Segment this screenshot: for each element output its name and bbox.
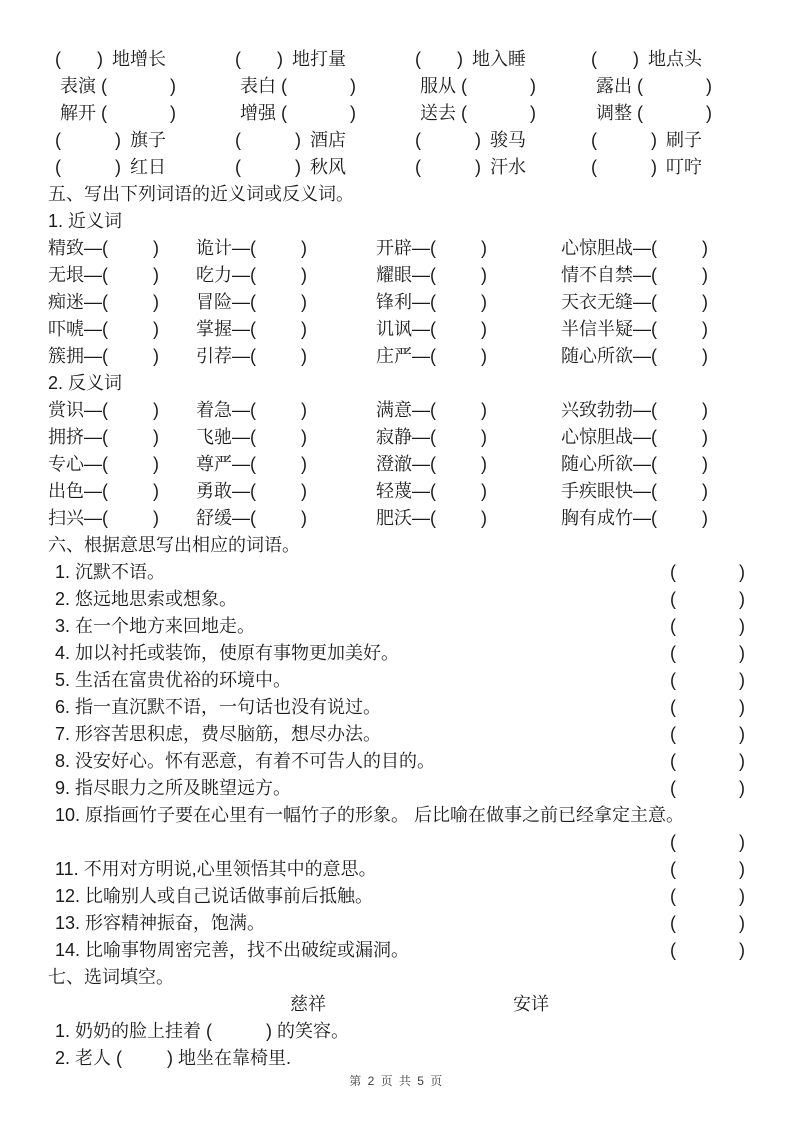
synonym-item: 冒险—( ): [196, 292, 307, 312]
synonym-item: 情不自禁—( ): [561, 265, 708, 285]
answer-blank: ( ): [670, 778, 745, 798]
fill-item: ( ) 刷子: [591, 130, 702, 150]
choice-word: 慈祥: [290, 994, 326, 1014]
definition-text: 7. 形容苦思积虑，费尽脑筋，想尽办法。: [55, 724, 382, 744]
definition-row: [48, 748, 745, 775]
definition-text: 13. 形容精神振奋，饱满。: [55, 913, 266, 933]
antonym-item: 舒缓—( ): [196, 508, 307, 528]
antonym-item: 心惊胆战—( ): [561, 427, 708, 447]
synonym-row: [48, 316, 745, 343]
fill-item: 调整 ( ): [596, 103, 712, 123]
answer-blank: ( ): [670, 670, 745, 690]
answer-blank: ( ): [670, 859, 745, 879]
antonyms-label: 2. 反义词: [48, 373, 123, 393]
synonym-item: 半信半疑—( ): [561, 319, 708, 339]
antonym-item: 肥沃—( ): [376, 508, 487, 528]
answer-blank: ( ): [670, 616, 745, 636]
answer-blank: ( ): [670, 832, 745, 852]
antonym-item: 满意—( ): [376, 400, 487, 420]
synonym-item: 无垠—( ): [48, 265, 159, 285]
antonym-item: 勇敢—( ): [196, 481, 307, 501]
antonym-row: [48, 505, 745, 532]
definition-text: 3. 在一个地方来回地走。: [55, 616, 256, 636]
section6-title: 六、根据意思写出相应的词语。: [48, 535, 300, 555]
definition-text: 6. 指一直沉默不语，一句话也没有说过。: [55, 697, 382, 717]
synonym-item: 开辟—( ): [376, 238, 487, 258]
antonym-row: [48, 424, 745, 451]
synonym-row: [48, 289, 745, 316]
fill-item: 送去 ( ): [420, 103, 536, 123]
choice-word: 安详: [513, 994, 549, 1014]
definition-text: 9. 指尽眼力之所及眺望远方。: [55, 778, 292, 798]
antonym-item: 着急—( ): [196, 400, 307, 420]
definition-row: [48, 937, 745, 964]
synonym-item: 锋利—( ): [376, 292, 487, 312]
fill-item: 表白 ( ): [240, 76, 356, 96]
fill-item: ( ) 地增长: [55, 49, 166, 69]
fill-item: ( ) 地点头: [591, 49, 702, 69]
definition-text: 11. 不用对方明说,心里领悟其中的意思。: [55, 859, 377, 879]
fill-item: ( ) 汗水: [415, 157, 526, 177]
fill-row: [48, 46, 745, 73]
answer-blank: ( ): [670, 913, 745, 933]
fill-item: ( ) 地入睡: [415, 49, 526, 69]
definition-row: [48, 802, 745, 829]
antonym-item: 手疾眼快—( ): [561, 481, 708, 501]
answer-blank: ( ): [670, 940, 745, 960]
definition-text: 2. 悠远地思索或想象。: [55, 589, 238, 609]
answer-blank: ( ): [670, 589, 745, 609]
definition-row: [48, 667, 745, 694]
synonym-item: 心惊胆战—( ): [561, 238, 708, 258]
definition-row: [48, 883, 745, 910]
sentence-item: 2. 老人 ( ) 地坐在靠椅里.: [55, 1048, 292, 1068]
fill-item: 解开 ( ): [60, 103, 176, 123]
definition-text: 1. 沉默不语。: [55, 562, 166, 582]
antonym-item: 拥挤—( ): [48, 427, 159, 447]
fill-item: 服从 ( ): [420, 76, 536, 96]
antonym-item: 随心所欲—( ): [561, 454, 708, 474]
antonym-item: 兴致勃勃—( ): [561, 400, 708, 420]
synonym-item: 掌握—( ): [196, 319, 307, 339]
answer-blank: ( ): [670, 751, 745, 771]
synonym-item: 痴迷—( ): [48, 292, 159, 312]
fill-item: ( ) 酒店: [235, 130, 346, 150]
fill-item: ( ) 旗子: [55, 130, 166, 150]
definition-text: 4. 加以衬托或装饰，使原有事物更加美好。: [55, 643, 400, 663]
section-seven: [48, 964, 745, 1072]
synonym-item: 天衣无缝—( ): [561, 292, 708, 312]
synonym-row: [48, 235, 745, 262]
antonym-item: 尊严—( ): [196, 454, 307, 474]
definition-text: 10. 原指画竹子要在心里有一幅竹子的形象。 后比喻在做事之前已经拿定主意。: [55, 805, 685, 825]
synonyms-label: 1. 近义词: [48, 211, 123, 231]
synonym-item: 精致—( ): [48, 238, 159, 258]
definition-row: [48, 856, 745, 883]
fill-row: [48, 154, 745, 181]
answer-blank: ( ): [670, 724, 745, 744]
synonym-item: 讥讽—( ): [376, 319, 487, 339]
answer-blank: ( ): [670, 697, 745, 717]
fill-item: 表演 ( ): [60, 76, 176, 96]
synonym-item: 随心所欲—( ): [561, 346, 708, 366]
antonym-item: 澄澈—( ): [376, 454, 487, 474]
synonym-item: 引荐—( ): [196, 346, 307, 366]
fill-row: [48, 73, 745, 100]
synonym-item: 耀眼—( ): [376, 265, 487, 285]
fill-item: ( ) 秋风: [235, 157, 346, 177]
fill-row: [48, 100, 745, 127]
section-six: [48, 532, 745, 964]
fill-item: 增强 ( ): [240, 103, 356, 123]
antonym-item: 轻蔑—( ): [376, 481, 487, 501]
definition-row: [48, 910, 745, 937]
answer-blank: ( ): [670, 562, 745, 582]
definition-row: [48, 775, 745, 802]
section7-title: 七、选词填空。: [48, 967, 174, 987]
antonym-row: [48, 397, 745, 424]
synonym-item: 吃力—( ): [196, 265, 307, 285]
definition-text: 14. 比喻事物周密完善，找不出破绽或漏洞。: [55, 940, 410, 960]
word-fill-section: [48, 46, 745, 181]
synonym-row: [48, 343, 745, 370]
definition-text: 12. 比喻别人或自己说话做事前后抵触。: [55, 886, 374, 906]
antonym-item: 扫兴—( ): [48, 508, 159, 528]
synonym-item: 庄严—( ): [376, 346, 487, 366]
fill-item: ( ) 地打量: [235, 49, 346, 69]
choices-row: [48, 991, 745, 1018]
antonym-item: 寂静—( ): [376, 427, 487, 447]
definition-row: [48, 640, 745, 667]
definition-row: [48, 559, 745, 586]
definition-row: [48, 586, 745, 613]
answer-blank: ( ): [670, 886, 745, 906]
synonym-item: 吓唬—( ): [48, 319, 159, 339]
definition-row: [48, 721, 745, 748]
synonym-item: 簇拥—( ): [48, 346, 159, 366]
fill-item: 露出 ( ): [596, 76, 712, 96]
antonym-item: 胸有成竹—( ): [561, 508, 708, 528]
section5-title: 五、写出下列词语的近义词或反义词。: [48, 184, 354, 204]
definition-row: [48, 694, 745, 721]
sentence-item: 1. 奶奶的脸上挂着 ( ) 的笑容。: [55, 1021, 350, 1041]
antonym-row: [48, 451, 745, 478]
antonym-item: 专心—( ): [48, 454, 159, 474]
definition-row: [48, 613, 745, 640]
page-number: 第 2 页 共 5 页: [349, 1074, 444, 1088]
antonym-item: 出色—( ): [48, 481, 159, 501]
definition-text: 8. 没安好心。怀有恶意，有着不可告人的目的。: [55, 751, 436, 771]
synonym-item: 诡计—( ): [196, 238, 307, 258]
fill-item: ( ) 红日: [55, 157, 166, 177]
answer-blank: ( ): [670, 643, 745, 663]
definition-text: 5. 生活在富贵优裕的环境中。: [55, 670, 292, 690]
fill-item: ( ) 骏马: [415, 130, 526, 150]
fill-item: ( ) 叮咛: [591, 157, 702, 177]
answer-blank-line: [48, 829, 745, 856]
antonym-row: [48, 478, 745, 505]
antonym-item: 飞驰—( ): [196, 427, 307, 447]
synonym-row: [48, 262, 745, 289]
section-five: [48, 181, 745, 532]
antonym-item: 赏识—( ): [48, 400, 159, 420]
fill-row: [48, 127, 745, 154]
